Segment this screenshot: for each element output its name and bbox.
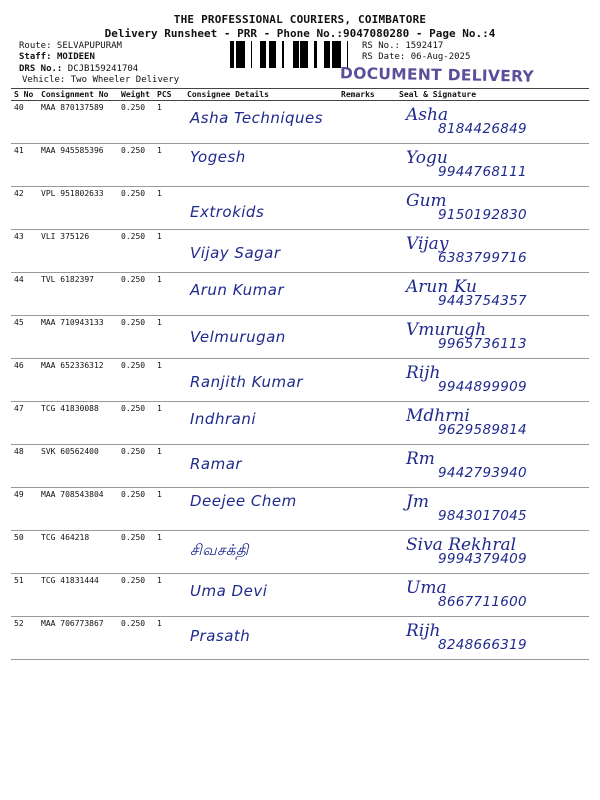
signature-cell xyxy=(396,101,589,144)
consignment-number: TCG 41830088 xyxy=(38,402,118,445)
signature-scribble: Rijh xyxy=(406,621,441,641)
drs-value: DCJB159241704 xyxy=(67,64,139,74)
consignee-cell xyxy=(184,531,338,574)
table-row xyxy=(11,531,589,574)
consignment-number: TVL 6182397 xyxy=(38,273,118,316)
serial-number: 42 xyxy=(11,187,38,230)
table-row xyxy=(11,187,589,230)
consignee-cell xyxy=(184,144,338,187)
table-row xyxy=(11,230,589,273)
signature-cell xyxy=(396,402,589,445)
signature-cell xyxy=(396,144,589,187)
consignment-number: MAA 652336312 xyxy=(38,359,118,402)
table-row xyxy=(11,359,589,402)
remarks-cell xyxy=(338,273,396,316)
signature-cell xyxy=(396,488,589,531)
consignment-number: MAA 710943133 xyxy=(38,316,118,359)
remarks-cell xyxy=(338,187,396,230)
serial-number: 47 xyxy=(11,402,38,445)
drs-line xyxy=(19,64,138,75)
col-weight: Weight xyxy=(118,89,154,101)
pcs-value: 1 xyxy=(154,316,184,359)
signature-scribble: Yogu xyxy=(406,148,448,168)
receiver-phone: 9150192830 xyxy=(438,207,527,223)
receiver-phone: 9944899909 xyxy=(438,379,527,395)
weight-value: 0.250 xyxy=(118,187,154,230)
consignee-cell xyxy=(184,101,338,144)
signature-cell xyxy=(396,531,589,574)
table-row xyxy=(11,101,589,144)
receiver-phone: 9944768111 xyxy=(438,164,527,180)
serial-number: 45 xyxy=(11,316,38,359)
pcs-value: 1 xyxy=(154,445,184,488)
consignee-name: Extrokids xyxy=(190,203,265,221)
signature-scribble: Vmurugh xyxy=(406,320,487,340)
weight-value: 0.250 xyxy=(118,230,154,273)
weight-value: 0.250 xyxy=(118,488,154,531)
consignment-number: MAA 870137589 xyxy=(38,101,118,144)
table-header-row xyxy=(11,89,589,101)
col-remarks: Remarks xyxy=(338,89,396,101)
signature-cell xyxy=(396,187,589,230)
signature-cell xyxy=(396,273,589,316)
consignee-cell xyxy=(184,488,338,531)
receiver-phone: 6383799716 xyxy=(438,250,527,266)
pcs-value: 1 xyxy=(154,273,184,316)
remarks-cell xyxy=(338,359,396,402)
receiver-phone: 8667711600 xyxy=(438,594,527,610)
consignment-number: SVK 60562400 xyxy=(38,445,118,488)
col-pcs: PCS xyxy=(154,89,184,101)
runsheet-table xyxy=(11,88,589,660)
table-row xyxy=(11,574,589,617)
receiver-phone: 9843017045 xyxy=(438,508,527,524)
signature-cell xyxy=(396,617,589,660)
rs-number: RS No.: 1592417 xyxy=(362,41,444,51)
signature-cell xyxy=(396,574,589,617)
signature-scribble: Jm xyxy=(406,492,429,512)
table-body xyxy=(11,101,589,660)
staff-label: Staff: xyxy=(19,52,52,62)
consignment-number: MAA 708543804 xyxy=(38,488,118,531)
remarks-cell xyxy=(338,531,396,574)
serial-number: 40 xyxy=(11,101,38,144)
signature-cell xyxy=(396,316,589,359)
col-sno: S No xyxy=(11,89,38,101)
remarks-cell xyxy=(338,101,396,144)
consignee-name: Uma Devi xyxy=(190,582,268,600)
signature-scribble: Uma xyxy=(406,578,447,598)
remarks-cell xyxy=(338,144,396,187)
consignee-name: Indhrani xyxy=(190,410,256,428)
receiver-phone: 9994379409 xyxy=(438,551,527,567)
remarks-cell xyxy=(338,617,396,660)
signature-scribble: Rm xyxy=(406,449,435,469)
consignee-name: Prasath xyxy=(190,627,251,645)
serial-number: 52 xyxy=(11,617,38,660)
consignment-number: MAA 706773867 xyxy=(38,617,118,660)
serial-number: 48 xyxy=(11,445,38,488)
col-consignee: Consignee Details xyxy=(184,89,338,101)
remarks-cell xyxy=(338,445,396,488)
pcs-value: 1 xyxy=(154,359,184,402)
consignee-name: Yogesh xyxy=(190,148,246,166)
signature-scribble: Arun Ku xyxy=(406,277,477,297)
weight-value: 0.250 xyxy=(118,101,154,144)
weight-value: 0.250 xyxy=(118,617,154,660)
table-row xyxy=(11,273,589,316)
consignee-cell xyxy=(184,617,338,660)
consignment-number: TCG 464218 xyxy=(38,531,118,574)
signature-cell xyxy=(396,359,589,402)
drs-label: DRS No.: xyxy=(19,64,63,74)
remarks-cell xyxy=(338,488,396,531)
staff-line xyxy=(19,52,95,63)
serial-number: 43 xyxy=(11,230,38,273)
weight-value: 0.250 xyxy=(118,574,154,617)
weight-value: 0.250 xyxy=(118,445,154,488)
consignee-name: Vijay Sagar xyxy=(190,244,281,262)
sheet-subtitle: Delivery Runsheet - PRR - Phone No.:9047080280 - Page No.:4 xyxy=(104,27,496,40)
document-delivery-stamp: DOCUMENT DELIVERY xyxy=(339,64,535,86)
col-signature: Seal & Signature xyxy=(396,89,589,101)
serial-number: 49 xyxy=(11,488,38,531)
signature-cell xyxy=(396,445,589,488)
receiver-phone: 8184426849 xyxy=(438,121,527,137)
remarks-cell xyxy=(338,230,396,273)
table-row xyxy=(11,144,589,187)
signature-scribble: Mdhrni xyxy=(406,406,470,426)
consignee-name: சிவசக்தி xyxy=(190,541,249,559)
weight-value: 0.250 xyxy=(118,316,154,359)
pcs-value: 1 xyxy=(154,617,184,660)
vehicle-label: Vehicle: Two Wheeler Delivery xyxy=(22,75,180,85)
serial-number: 51 xyxy=(11,574,38,617)
consignee-cell xyxy=(184,187,338,230)
signature-scribble: Vijay xyxy=(406,234,449,254)
consignee-name: Asha Techniques xyxy=(190,109,324,127)
pcs-value: 1 xyxy=(154,230,184,273)
route-label: Route: SELVAPUPURAM xyxy=(19,41,122,51)
pcs-value: 1 xyxy=(154,531,184,574)
remarks-cell xyxy=(338,402,396,445)
serial-number: 41 xyxy=(11,144,38,187)
consignee-cell xyxy=(184,574,338,617)
serial-number: 46 xyxy=(11,359,38,402)
staff-value: MOIDEEN xyxy=(56,52,95,62)
sheet-title: THE PROFESSIONAL COURIERS, COIMBATORE xyxy=(173,13,427,26)
signature-scribble: Asha xyxy=(406,105,449,125)
weight-value: 0.250 xyxy=(118,359,154,402)
weight-value: 0.250 xyxy=(118,273,154,316)
receiver-phone: 8248666319 xyxy=(438,637,527,653)
consignee-cell xyxy=(184,402,338,445)
receiver-phone: 9629589814 xyxy=(438,422,527,438)
receiver-phone: 9965736113 xyxy=(438,336,527,352)
pcs-value: 1 xyxy=(154,574,184,617)
consignee-name: Ranjith Kumar xyxy=(190,373,304,391)
consignee-cell xyxy=(184,316,338,359)
rs-date: RS Date: 06-Aug-2025 xyxy=(362,52,471,62)
signature-scribble: Siva Rekhral xyxy=(406,535,517,555)
table-row xyxy=(11,402,589,445)
serial-number: 44 xyxy=(11,273,38,316)
serial-number: 50 xyxy=(11,531,38,574)
consignment-number: MAA 945585396 xyxy=(38,144,118,187)
consignee-cell xyxy=(184,445,338,488)
signature-scribble: Gum xyxy=(406,191,447,211)
consignee-name: Ramar xyxy=(190,455,243,473)
table-row xyxy=(11,488,589,531)
consignment-number: VLI 375126 xyxy=(38,230,118,273)
receiver-phone: 9443754357 xyxy=(438,293,527,309)
remarks-cell xyxy=(338,574,396,617)
consignee-name: Velmurugan xyxy=(190,328,286,346)
table-row xyxy=(11,445,589,488)
pcs-value: 1 xyxy=(154,488,184,531)
remarks-cell xyxy=(338,316,396,359)
pcs-value: 1 xyxy=(154,144,184,187)
consignment-number: TCG 41831444 xyxy=(38,574,118,617)
pcs-value: 1 xyxy=(154,402,184,445)
signature-cell xyxy=(396,230,589,273)
consignee-name: Deejee Chem xyxy=(190,492,297,510)
signature-scribble: Rijh xyxy=(406,363,441,383)
receiver-phone: 9442793940 xyxy=(438,465,527,481)
pcs-value: 1 xyxy=(154,101,184,144)
table-row xyxy=(11,617,589,660)
consignee-cell xyxy=(184,230,338,273)
pcs-value: 1 xyxy=(154,187,184,230)
consignee-cell xyxy=(184,273,338,316)
consignee-name: Arun Kumar xyxy=(190,281,285,299)
col-consignment: Consignment No xyxy=(38,89,118,101)
weight-value: 0.250 xyxy=(118,531,154,574)
table-row xyxy=(11,316,589,359)
consignment-number: VPL 951802633 xyxy=(38,187,118,230)
barcode-image xyxy=(230,41,356,68)
weight-value: 0.250 xyxy=(118,144,154,187)
consignee-cell xyxy=(184,359,338,402)
weight-value: 0.250 xyxy=(118,402,154,445)
